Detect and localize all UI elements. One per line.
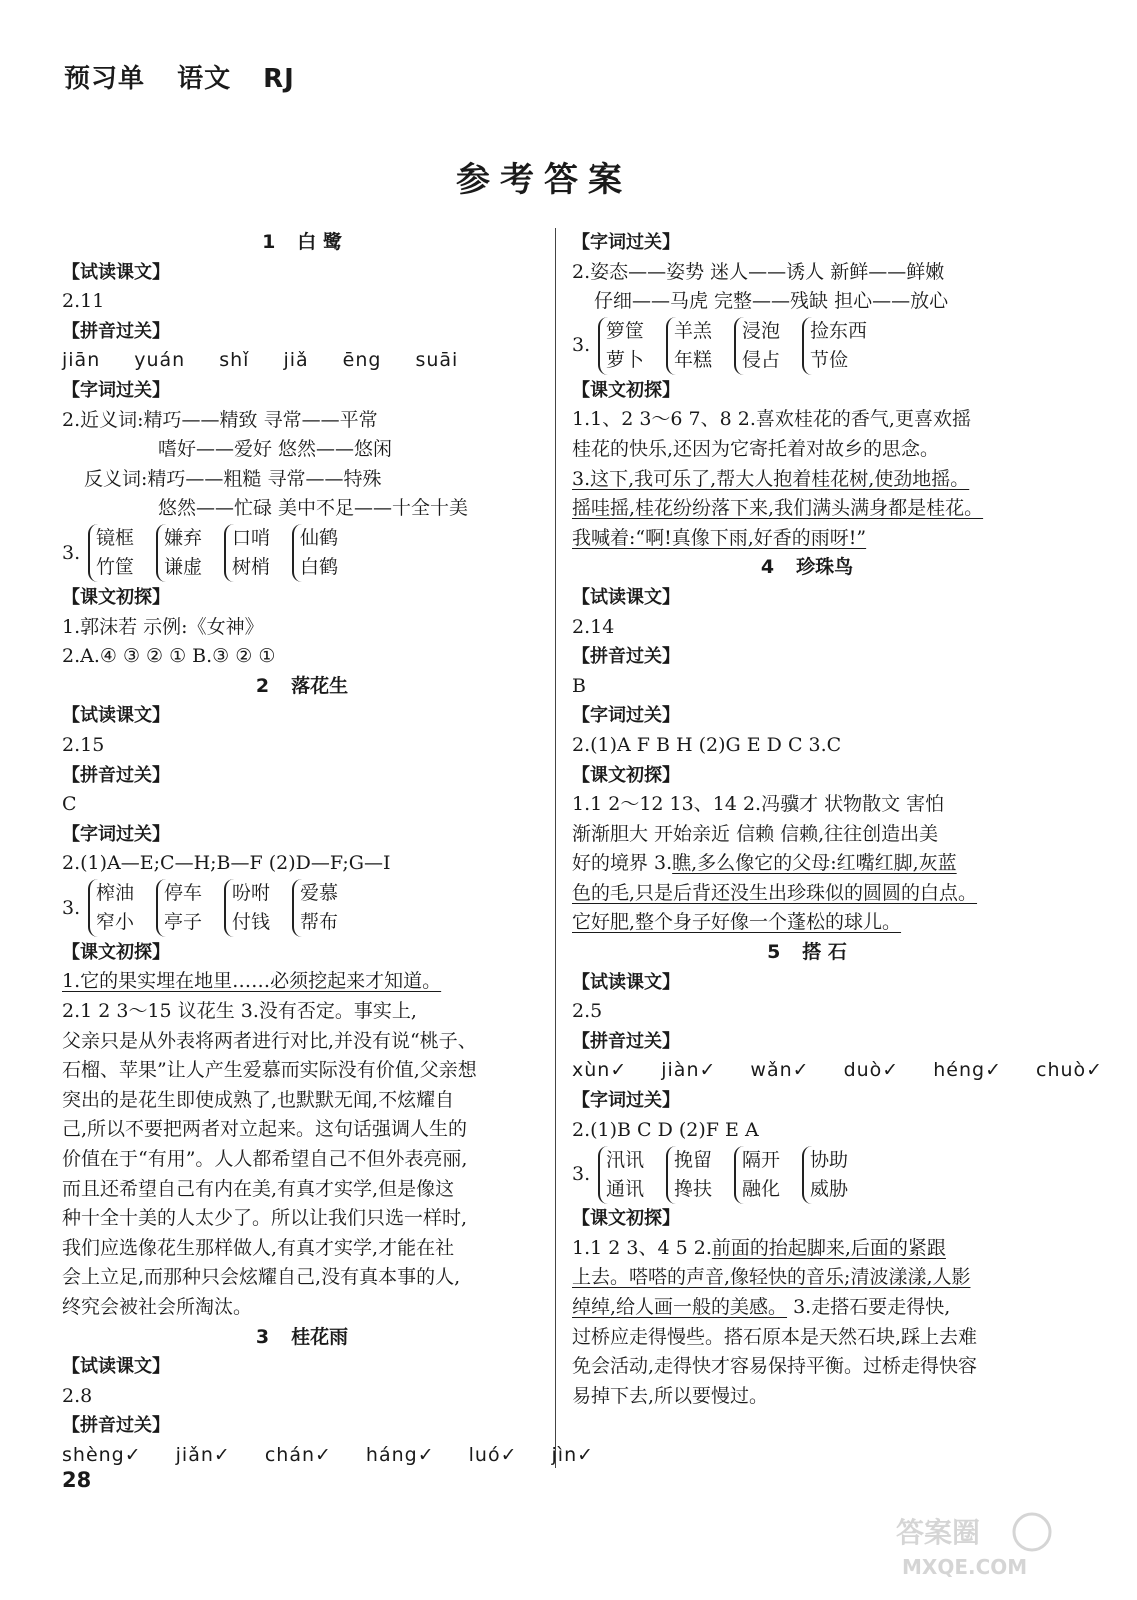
page-title: 参考答案 (456, 160, 632, 200)
answer-line (572, 1293, 1042, 1323)
answer-line: 1.1 2～12 13、14 2.冯骥才 状物散文 害怕 (572, 793, 945, 816)
word-group (666, 317, 712, 375)
word: 树梢 (232, 556, 271, 579)
underlined-answer: 摇哇摇,桂花纷纷落下来,我们满头满身都是桂花。 (572, 497, 984, 520)
word: 协助 (810, 1148, 849, 1171)
word: 竹筐 (96, 556, 135, 579)
section-heading: 【字词过关】 (62, 823, 170, 845)
answer-line: 2.5 (572, 1000, 603, 1023)
pinyin-answers (62, 1441, 595, 1471)
answer-line (572, 1234, 1042, 1264)
lesson-number: 4 (760, 556, 775, 579)
pinyin-item: jìn✓ (551, 1443, 595, 1466)
word-group (224, 879, 270, 937)
pinyin-item: suāi (415, 349, 459, 372)
answer-line: 嗜好——爱好 悠然——悠闲 (158, 438, 393, 461)
word: 吩咐 (232, 882, 271, 905)
pinyin-item: luó✓ (468, 1443, 518, 1466)
section-heading: 【拼音过关】 (62, 320, 170, 342)
section-heading: 【课文初探】 (572, 379, 680, 401)
answer-line: 2.(1)A—E;C—H;B—F (2)D—F;G—I (62, 852, 391, 875)
page-number: 28 (62, 1468, 92, 1492)
answer-line: 2.11 (62, 290, 105, 313)
lesson-number: 3 (255, 1325, 270, 1348)
answer-line: 2.(1)A F B H (2)G E D C 3.C (572, 733, 842, 756)
lesson-number: 5 (767, 941, 781, 964)
answer-line: 2.15 (62, 733, 105, 756)
lesson-heading (62, 672, 542, 702)
lesson-title: 落花生 (291, 674, 349, 697)
answer-line: 1.1、2 3～6 7、8 2.喜欢桂花的香气,更喜欢摇 (572, 408, 971, 431)
answer-line: 2.1 2 3～15 议花生 3.没有否定。事实上, (62, 1000, 417, 1023)
section-heading: 【课文初探】 (572, 1208, 680, 1230)
answer-line: 种十全十美的人太少了。所以让我们只选一样时, (62, 1207, 468, 1230)
word-groups (62, 524, 542, 583)
answer-text: 好的境界 3. (572, 852, 673, 875)
section-heading: 【试读课文】 (572, 971, 680, 993)
pinyin-answers (62, 346, 542, 376)
word: 箩筐 (606, 320, 645, 343)
word-group (156, 524, 202, 582)
question-number: 3. (62, 896, 81, 919)
pinyin-item: jiān (62, 349, 101, 372)
word: 搀扶 (674, 1177, 713, 1200)
section-heading: 【拼音过关】 (62, 1415, 170, 1437)
answer-line: 2.姿态——姿势 迷人——诱人 新鲜——鲜嫩 (572, 260, 945, 283)
pinyin-item: héng✓ (933, 1059, 1002, 1082)
underlined-answer: 1.它的果实埋在地里……必须挖起来才知道。 (62, 970, 442, 993)
section-heading: 【课文初探】 (62, 586, 170, 608)
word: 口哨 (232, 527, 271, 550)
section-heading: 【课文初探】 (572, 764, 680, 786)
answer-line: 2.8 (62, 1384, 93, 1407)
answer-line: C (62, 793, 77, 816)
word-group (224, 524, 270, 582)
lesson-number: 1 (262, 231, 276, 253)
lesson-title: 白 鹭 (297, 231, 342, 253)
answer-line: 会上立足,而那种只会炫耀自己,没有真本事的人, (62, 1266, 461, 1289)
word-group (292, 879, 338, 937)
lesson-heading (572, 938, 1042, 968)
lesson-heading (62, 228, 542, 258)
pinyin-item: chán✓ (264, 1443, 332, 1466)
word-group (598, 1146, 644, 1204)
word: 谦虚 (164, 556, 203, 579)
section-heading: 【拼音过关】 (62, 764, 170, 786)
word-group (802, 317, 867, 375)
section-heading: 【试读课文】 (62, 261, 170, 283)
underlined-answer: 它好肥,整个身子好像一个蓬松的球儿。 (572, 911, 902, 934)
word: 亭子 (164, 911, 203, 934)
answer-line: 突出的是花生即使成熟了,也默默无闻,不炫耀自 (62, 1088, 455, 1111)
question-number: 3. (572, 334, 591, 357)
answer-line (572, 849, 1042, 879)
word: 萝卜 (606, 349, 645, 372)
word: 付钱 (232, 911, 271, 934)
edition-label: RJ (263, 64, 295, 94)
watermark-logo (892, 1510, 1062, 1582)
pinyin-item: duò✓ (843, 1059, 900, 1082)
underlined-answer: 3.这下,我可乐了,帮大人抱着桂花树,使劲地摇。 (572, 467, 970, 490)
answer-line: 父亲只是从外表将两者进行对比,并没有说“桃子、 (62, 1029, 477, 1052)
answer-line: B (572, 674, 586, 697)
pinyin-item: jiǎ (283, 349, 309, 372)
answer-line: 己,所以不要把两者对立起来。这句话强调人生的 (62, 1118, 468, 1141)
section-heading: 【拼音过关】 (572, 1030, 680, 1052)
answer-line: 悠然——忙碌 美中不足——十全十美 (158, 497, 469, 520)
word: 融化 (742, 1177, 781, 1200)
section-heading: 【字词过关】 (62, 379, 170, 401)
answer-text: 3.走搭石要走得快, (787, 1296, 951, 1318)
answer-line: 桂花的快乐,还因为它寄托着对故乡的思念。 (572, 437, 940, 460)
pinyin-item: chuò✓ (1036, 1059, 1104, 1082)
word-group (734, 317, 780, 375)
word: 侵占 (742, 349, 781, 372)
watermark-logo-text: 答案圈 (896, 1516, 981, 1549)
answer-line: 渐渐胆大 开始亲近 信赖 信赖,往往创造出美 (572, 822, 939, 845)
section-heading: 【试读课文】 (62, 705, 170, 727)
answer-text: 1.1 2 3、4 5 2. (572, 1236, 712, 1259)
word-group (734, 1146, 780, 1204)
lesson-number: 2 (255, 674, 270, 697)
section-heading: 【试读课文】 (62, 1356, 170, 1378)
word: 帮布 (300, 911, 339, 934)
word: 镜框 (96, 527, 135, 550)
underlined-answer: 瞧,多么像它的父母:红嘴红脚,灰蓝 (672, 852, 957, 875)
lesson-heading (572, 553, 1042, 583)
pinyin-item: ēng (342, 349, 382, 372)
word: 爱慕 (300, 882, 339, 905)
word: 节俭 (810, 349, 849, 372)
answer-line: 2.14 (572, 615, 615, 638)
word: 停车 (164, 882, 203, 905)
word: 榨油 (96, 882, 135, 905)
section-heading: 【字词过关】 (572, 1090, 680, 1112)
underlined-answer: 上去。嗒嗒的声音,像轻快的音乐;清波漾漾,人影 (572, 1266, 971, 1289)
pinyin-item: wǎn✓ (750, 1059, 810, 1082)
word: 隔开 (742, 1148, 781, 1171)
word: 捡东西 (810, 320, 868, 343)
answer-line: 易掉下去,所以要慢过。 (572, 1384, 769, 1407)
word-group (802, 1146, 848, 1204)
pinyin-item: háng✓ (365, 1443, 435, 1466)
question-number: 3. (62, 541, 81, 564)
answer-line: 2.近义词:精巧——精致 寻常——平常 (62, 408, 378, 431)
word: 白鹤 (300, 556, 339, 579)
word: 仙鹤 (300, 527, 339, 550)
word: 挽留 (674, 1148, 713, 1171)
word: 汛讯 (606, 1148, 645, 1171)
word: 羊羔 (674, 320, 713, 343)
right-column (572, 228, 1104, 1411)
answer-line: 而且还希望自己有内在美,有真才实学,但是像这 (62, 1177, 455, 1200)
word: 嫌弃 (164, 527, 203, 550)
pinyin-answers (572, 1056, 1104, 1086)
word-group (156, 879, 202, 937)
column-divider (555, 228, 556, 1468)
watermark-text: MXQE.COM (902, 1555, 1028, 1579)
word: 威胁 (810, 1177, 849, 1200)
word: 窄小 (96, 911, 135, 934)
answer-line: 免会活动,走得快才容易保持平衡。过桥走得快容 (572, 1355, 978, 1378)
word-group (292, 524, 338, 582)
pinyin-item: jiǎn✓ (175, 1443, 231, 1466)
word-group (598, 317, 644, 375)
subject-name: 语文 (177, 64, 232, 94)
answer-line: 我们应选像花生那样做人,有真才实学,才能在社 (62, 1236, 455, 1259)
pinyin-item: jiàn✓ (661, 1059, 717, 1082)
section-heading: 【字词过关】 (572, 232, 680, 253)
answer-line: 过桥应走得慢些。搭石原本是天然石块,踩上去难 (572, 1325, 978, 1348)
answer-line: 2.A.④ ③ ② ① B.③ ② ① (62, 645, 276, 668)
word: 年糕 (674, 349, 713, 372)
lesson-title: 珍珠鸟 (796, 556, 854, 579)
book-header (64, 58, 317, 95)
answer-line: 反义词:精巧——粗糙 寻常——特殊 (84, 467, 382, 490)
section-heading: 【字词过关】 (572, 705, 680, 727)
underlined-answer: 我喊着:“啊!真像下雨,好香的雨呀!” (572, 526, 867, 549)
lesson-heading (62, 1323, 542, 1353)
answer-line: 石榴、苹果”让人产生爱慕而实际没有价值,父亲想 (62, 1059, 477, 1082)
answer-line: 1.郭沫若 示例:《女神》 (62, 615, 264, 638)
word-group (88, 879, 134, 937)
word-groups (572, 1145, 1042, 1204)
answer-line: 终究会被社会所淘汰。 (62, 1296, 253, 1318)
book-name: 预习单 (64, 64, 146, 94)
lesson-title: 桂花雨 (291, 1325, 349, 1348)
answer-line: 2.(1)B C D (2)F E A (572, 1118, 759, 1141)
section-heading: 【拼音过关】 (572, 646, 680, 668)
answer-line: 仔细——马虎 完整——残缺 担心——放心 (594, 290, 949, 313)
pinyin-item: shǐ (219, 349, 250, 372)
section-heading: 【试读课文】 (572, 586, 680, 608)
question-number: 3. (572, 1162, 591, 1185)
pinyin-item: shèng✓ (62, 1443, 142, 1466)
underlined-answer: 绰绰,给人画一般的美感。 (572, 1296, 788, 1318)
answer-line: 价值在于“有用”。人人都希望自己不但外表亮丽, (62, 1148, 468, 1171)
word-group (666, 1146, 712, 1204)
underlined-answer: 色的毛,只是后背还没生出珍珠似的圆圆的白点。 (572, 881, 978, 904)
word: 通讯 (606, 1177, 645, 1200)
word-groups (572, 317, 1042, 376)
word-groups (62, 879, 542, 938)
word: 浸泡 (742, 320, 781, 343)
pinyin-item: xùn✓ (572, 1059, 628, 1082)
section-heading: 【课文初探】 (62, 941, 170, 963)
underlined-answer: 前面的抬起脚来,后面的紧跟 (711, 1236, 946, 1259)
lesson-title: 搭 石 (802, 941, 847, 964)
word-group (88, 524, 134, 582)
pinyin-item: yuán (134, 349, 186, 372)
